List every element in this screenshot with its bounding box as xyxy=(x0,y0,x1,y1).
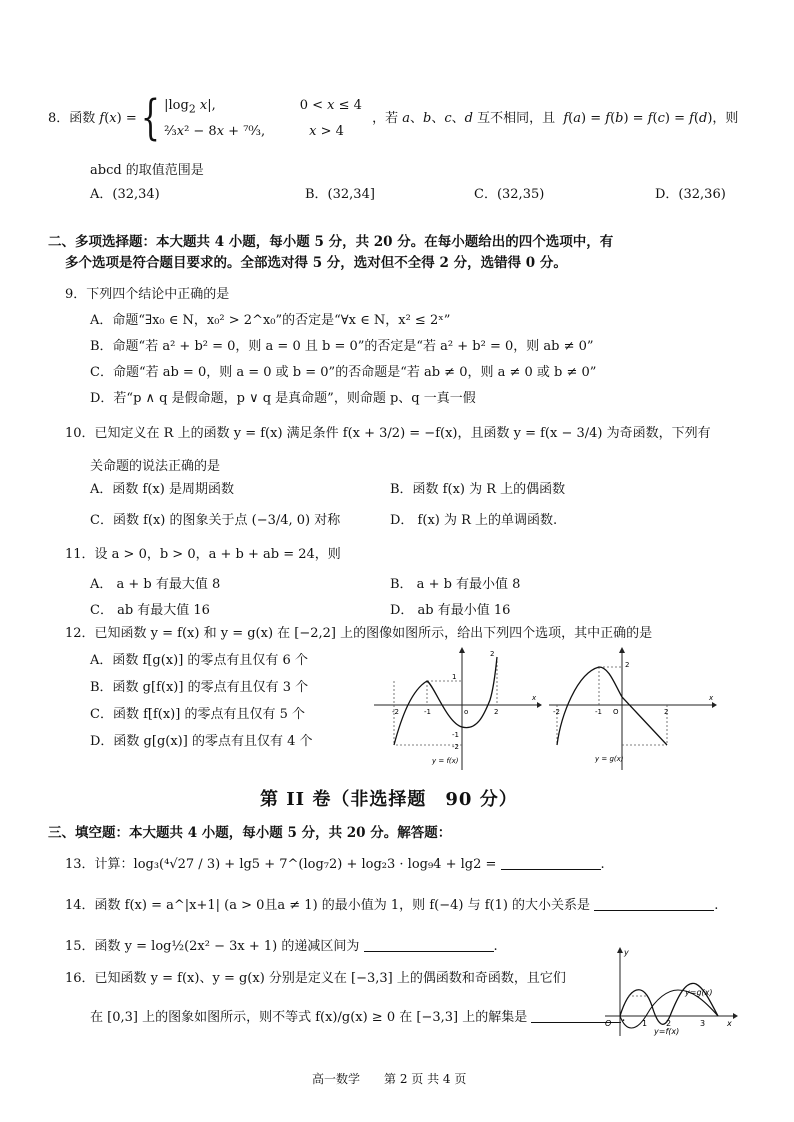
q16-g-label: y=g(x) xyxy=(685,988,713,997)
q14-text: 14．函数 f(x) = a^|x+1| (a > 0且a ≠ 1) 的最小值为 1，则 f(−4) 与 f(1) 的大小关系是 . xyxy=(65,898,719,913)
q16-origin: O xyxy=(605,1019,612,1028)
q12-graph-g xyxy=(547,645,719,773)
q12-option-b: B．函数 g[f(x)] 的零点有且仅有 3 个 xyxy=(90,680,309,695)
q15-expression: 15．函数 y = log½(2x² − 3x + 1) 的递减区间为 xyxy=(65,939,360,954)
q12-g-origin: O xyxy=(613,708,619,716)
section3-heading: 三、填空题：本大题共 4 小题，每小题 5 分，共 20 分。解答题： xyxy=(48,825,452,841)
q12-g-tick-neg2: -2 xyxy=(553,708,560,716)
q8-option-d: D．(32,36) xyxy=(655,187,726,202)
q11-option-c: C． ab 有最大值 16 xyxy=(90,603,210,618)
q11-option-d: D． ab 有最小值 16 xyxy=(390,603,511,618)
q12-g-tick-2-top: 2 xyxy=(625,661,630,669)
q15-text: 15．函数 y = log½(2x² − 3x + 1) 的递减区间为 . xyxy=(65,939,498,954)
q16-f-label: y=f(x) xyxy=(654,1027,680,1036)
q12-option-d: D．函数 g[g(x)] 的零点有且仅有 4 个 xyxy=(90,734,313,749)
q10-option-b: B．函数 f(x) 为 R 上的偶函数 xyxy=(390,482,566,497)
q12-option-a: A．函数 f[g(x)] 的零点有且仅有 6 个 xyxy=(90,653,308,668)
q16-tick-1: 1 xyxy=(642,1019,648,1028)
q9-option-b: B．命题“若 a² + b² = 0，则 a = 0 且 b = 0”的否定是“若 a² + b² = 0，则 ab ≠ 0” xyxy=(90,339,594,354)
q12-f-tick-neg1-y: -1 xyxy=(452,731,459,739)
q16-axis-y: y xyxy=(624,948,629,957)
q8-stem: 8．函数 f(x) = { $|\log_2$ x|, 0 < x ≤ 4 ²⁄₃x² − 8x + ⁷⁰⁄₃, x > 4 ，若 a、b、c、d 互不相同，且 f(a) = f(b) = f(c) = f(d)，则 xyxy=(48,89,739,146)
q16-expression: 在 [0,3] 上的图象如图所示，则不等式 f(x)/g(x) ≥ 0 在 [−3,3] 上的解集是 xyxy=(90,1010,528,1025)
q12-option-c: C．函数 f[f(x)] 的零点有且仅有 5 个 xyxy=(90,707,305,722)
q12-f-tick-2-top: 2 xyxy=(490,650,495,658)
q16-stem: 16．已知函数 y = f(x)、y = g(x) 分别是定义在 [−3,3] 上的偶函数和奇函数，且它们 xyxy=(65,971,566,986)
q9-option-c: C．命题“若 ab = 0，则 a = 0 或 b = 0”的否命题是“若 ab ≠ 0，则 a ≠ 0 或 b ≠ 0” xyxy=(90,365,597,380)
q12-g-tick-2: 2 xyxy=(664,708,669,716)
section2-heading: 二、多项选择题：本大题共 4 小题，每小题 5 分，共 20 分。在每小题给出的四个选项中，有 xyxy=(48,234,614,250)
part2-title: 第 II 卷（非选择题 90 分） xyxy=(260,789,518,810)
q12-f-tick-2: 2 xyxy=(494,708,499,716)
q14-expression: 14．函数 f(x) = a^|x+1| (a > 0且a ≠ 1) 的最小值为 1，则 f(−4) 与 f(1) 的大小关系是 xyxy=(65,898,591,913)
q9-option-a: A．命题“∃x₀ ∈ N，x₀² > 2^x₀”的否定是“∀x ∈ N，x² ≤ 2ˣ” xyxy=(90,313,451,328)
q16-stem-cont: 在 [0,3] 上的图象如图所示，则不等式 f(x)/g(x) ≥ 0 在 [−3,3] 上的解集是 . xyxy=(90,1010,626,1025)
q14-answer-blank[interactable] xyxy=(594,896,714,911)
q10-stem-continued: 关命题的说法正确的是 xyxy=(90,459,221,474)
q10-option-c: C．函数 f(x) 的图象关于点 (−3/4, 0) 对称 xyxy=(90,513,341,528)
q9-option-d: D．若“p ∧ q 是假命题，p ∨ q 是真命题”，则命题 p、q 一真一假 xyxy=(90,391,476,406)
q12-f-label: y = f(x) xyxy=(432,757,459,765)
q12-f-tick-neg1: -1 xyxy=(424,708,431,716)
q13-answer-blank[interactable] xyxy=(501,855,601,870)
q12-f-tick-neg2-y: -2 xyxy=(452,743,459,751)
q13-text: 13．计算：log₃(⁴√27 / 3) + lg5 + 7^(log₇2) + log₂3 · log₉4 + lg2 = . xyxy=(65,857,605,872)
q12-g-tick-neg1: -1 xyxy=(595,708,602,716)
q12-g-label: y = g(x) xyxy=(595,755,624,763)
q11-option-a: A． a + b 有最大值 8 xyxy=(90,577,221,592)
q13-expression: 13．计算：log₃(⁴√27 / 3) + lg5 + 7^(log₇2) + log₂3 · log₉4 + lg2 = xyxy=(65,857,497,872)
q9-stem: 9．下列四个结论中正确的是 xyxy=(65,287,230,302)
q12-stem: 12．已知函数 y = f(x) 和 y = g(x) 在 [−2,2] 上的图像如图所示，给出下列四个选项，其中正确的是 xyxy=(65,626,653,641)
q15-answer-blank[interactable] xyxy=(364,937,494,952)
q12-f-tick-neg2: -2 xyxy=(392,708,399,716)
q8-option-b: B．(32,34] xyxy=(305,187,375,202)
q12-g-axis-x: x xyxy=(709,694,714,702)
q8-stem-continued: abcd 的取值范围是 xyxy=(90,163,204,178)
q12-graph-f xyxy=(372,645,542,773)
q16-tick-2: 2 xyxy=(666,1019,672,1028)
q11-stem: 11．设 a > 0，b > 0，a + b + ab = 24，则 xyxy=(65,547,341,562)
q12-f-origin: o xyxy=(464,708,469,716)
page-footer: 高一数学 第 2 页 共 4 页 xyxy=(312,1072,467,1086)
q10-option-a: A．函数 f(x) 是周期函数 xyxy=(90,482,234,497)
q16-graph xyxy=(600,946,740,1038)
q16-axis-x: x xyxy=(727,1019,732,1028)
q8-option-c: C．(32,35) xyxy=(474,187,545,202)
section2-heading-cont: 多个选项是符合题目要求的。全部选对得 5 分，选对但不全得 2 分，选错得 0 分。 xyxy=(65,255,567,271)
q12-f-axis-x: x xyxy=(532,694,537,702)
q8-option-a: A．(32,34) xyxy=(90,187,160,202)
q10-option-d: D． f(x) 为 R 上的单调函数. xyxy=(390,513,558,528)
q12-f-tick-1: 1 xyxy=(452,673,457,681)
q11-option-b: B． a + b 有最小值 8 xyxy=(390,577,521,592)
q16-tick-3: 3 xyxy=(700,1019,706,1028)
q10-stem: 10．已知定义在 R 上的函数 y = f(x) 满足条件 f(x + 3/2) = −f(x)，且函数 y = f(x − 3/4) 为奇函数，下列有 xyxy=(65,426,711,441)
